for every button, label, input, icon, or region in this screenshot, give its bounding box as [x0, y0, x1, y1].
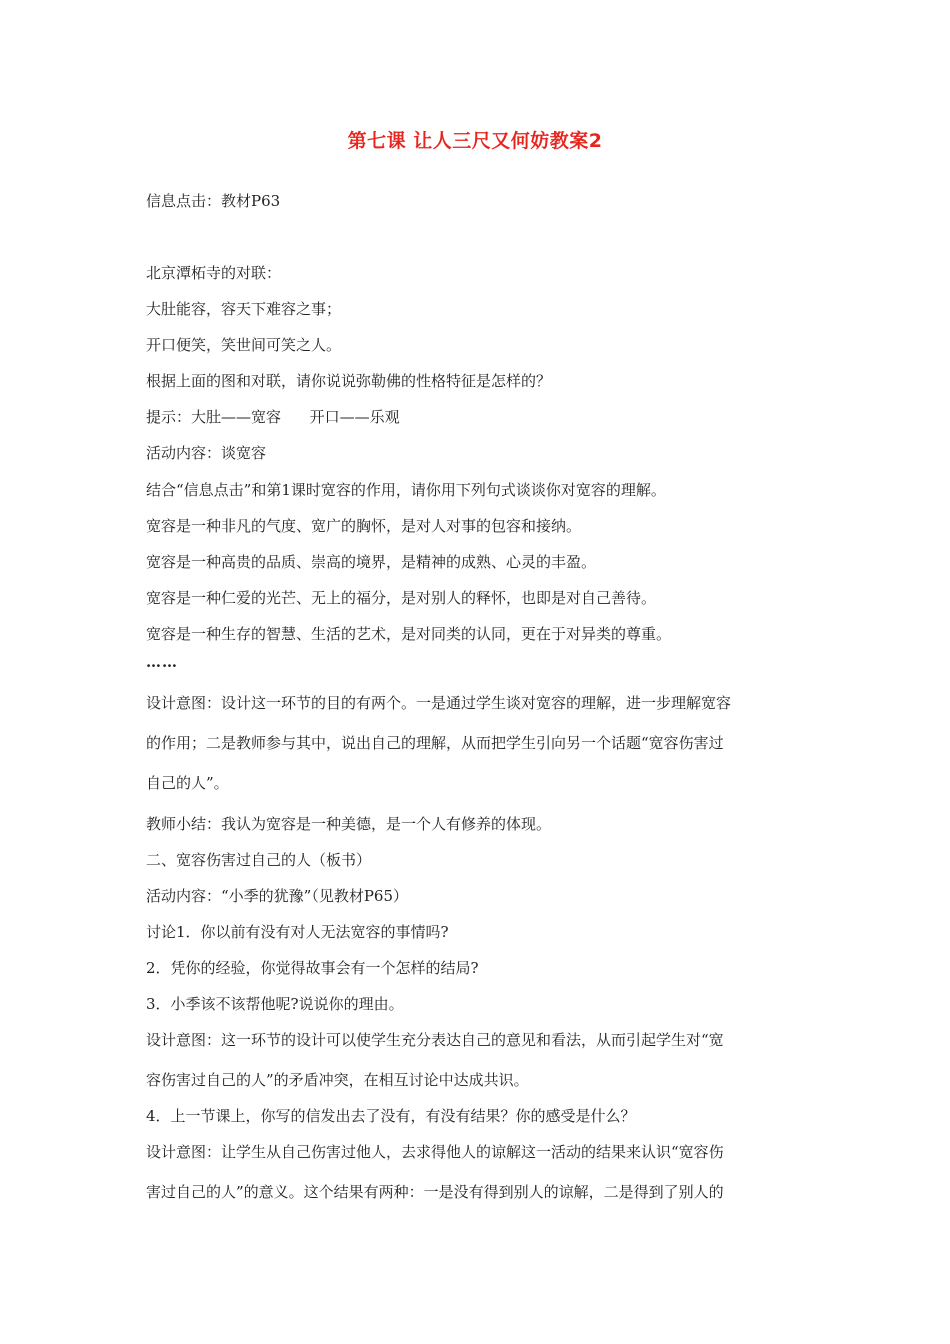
paragraph-line: 宽容是一种生存的智慧、生活的艺术，是对同类的认同，更在于对异类的尊重。: [146, 625, 672, 643]
paragraph-line: 根据上面的图和对联，请你说说弥勒佛的性格特征是怎样的？: [146, 372, 552, 390]
paragraph-line: 3．小季该不该帮他呢?说说你的理由。: [146, 995, 404, 1013]
paragraph-line: 宽容是一种非凡的气度、宽广的胸怀，是对人对事的包容和接纳。: [146, 517, 582, 535]
paragraph-line: 提示：大肚——宽容 开口——乐观: [146, 408, 400, 426]
paragraph-line: 2．凭你的经验，你觉得故事会有一个怎样的结局?: [146, 959, 479, 977]
paragraph-line: 活动内容：谈宽容: [146, 444, 267, 462]
document-title: 第七课 让人三尺又何妨教案2: [347, 130, 603, 152]
paragraph-line: 设计意图：设计这一环节的目的有两个。一是通过学生谈对宽容的理解，进一步理解宽容: [146, 694, 732, 712]
paragraph-line: 结合“信息点击”和第1课时宽容的作用，请你用下列句式谈谈你对宽容的理解。: [146, 481, 666, 499]
paragraph-line: 害过自己的人”的意义。这个结果有两种：一是没有得到别人的谅解，二是得到了别人的: [146, 1183, 724, 1201]
paragraph-line: 教师小结：我认为宽容是一种美德，是一个人有修养的体现。: [146, 815, 552, 833]
paragraph-line: 讨论1．你以前有没有对人无法宽容的事情吗?: [146, 923, 449, 941]
paragraph-line: 的作用；二是教师参与其中，说出自己的理解，从而把学生引向另一个话题“宽容伤害过: [146, 734, 724, 752]
paragraph-line: 自己的人”。: [146, 774, 229, 792]
paragraph-line: 活动内容：“小季的犹豫”（见教材P65）: [146, 887, 409, 905]
paragraph-line: 宽容是一种仁爱的光芒、无上的福分，是对别人的释怀，也即是对自己善待。: [146, 589, 657, 607]
paragraph-line: 信息点击：教材P63: [146, 192, 281, 210]
paragraph-line: 设计意图：让学生从自己伤害过他人，去求得他人的谅解这一活动的结果来认识“宽容伤: [146, 1143, 724, 1161]
paragraph-line: 大肚能容，容天下难容之事；: [146, 300, 342, 318]
paragraph-line: 容伤害过自己的人”的矛盾冲突，在相互讨论中达成共识。: [146, 1071, 529, 1089]
paragraph-line: 宽容是一种高贵的品质、崇高的境界，是精神的成熟、心灵的丰盈。: [146, 553, 597, 571]
paragraph-line: 北京潭柘寺的对联：: [146, 264, 282, 282]
paragraph-line: 4．上一节课上，你写的信发出去了没有，有没有结果？你的感受是什么？: [146, 1107, 636, 1125]
ellipsis-line: ……: [146, 653, 178, 671]
paragraph-line: 开口便笑，笑世间可笑之人。: [146, 336, 342, 354]
section-heading: 二、宽容伤害过自己的人（板书）: [146, 851, 372, 869]
paragraph-line: 设计意图：这一环节的设计可以使学生充分表达自己的意见和看法，从而引起学生对“宽: [146, 1031, 724, 1049]
